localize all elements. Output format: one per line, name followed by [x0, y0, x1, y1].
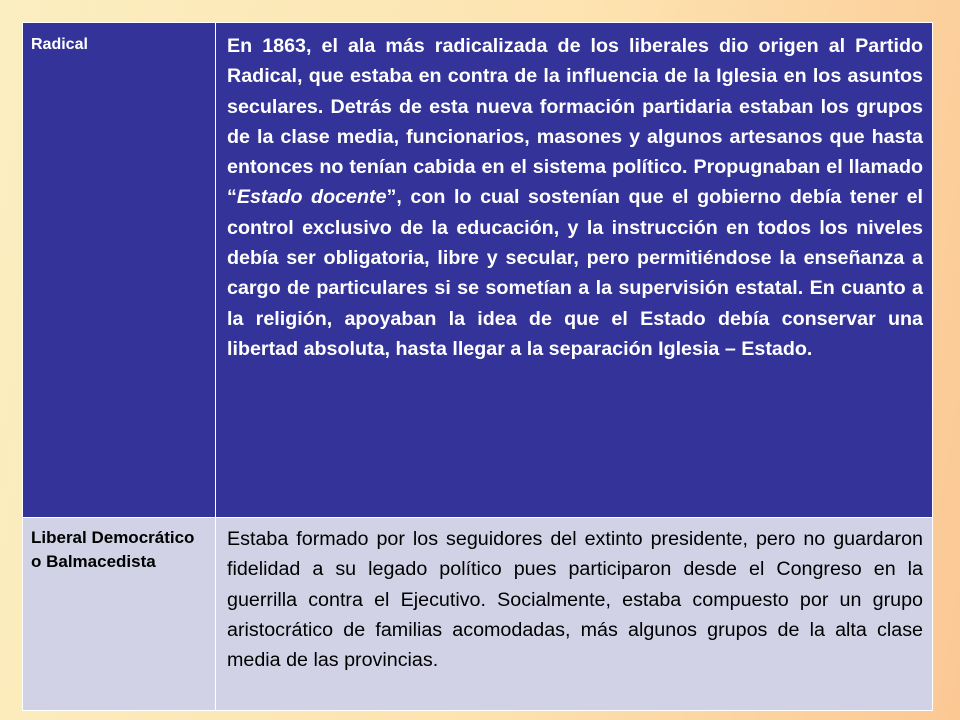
parties-table — [22, 22, 933, 711]
party-name: Liberal Democrático o Balmacedista — [31, 528, 195, 571]
party-description — [216, 23, 932, 364]
party-description-cell — [216, 23, 933, 518]
table-row-liberal — [23, 518, 933, 711]
party-description: Estaba formado por los seguidores del extinto presidente, pero no guardaron fidelidad a su legado político pues participaron desde el Congreso en la guerrilla contra el Ejecutivo. Socialmente, estaba compuesto por un grupo aristocrático de familias acomodadas, más algunos grupos de la alta clase media de las provincias. — [227, 528, 923, 672]
party-name: Radical — [31, 36, 88, 53]
party-description-cell — [216, 518, 933, 711]
description-emphasis: Estado docente — [236, 186, 387, 209]
party-name-cell — [23, 23, 216, 518]
party-name-cell — [23, 518, 216, 711]
description-text-part2: ”, con lo cual sostenían que el gobierno debía tener el control exclusivo de la educación, y la instrucción en todos los niveles debía ser obligatoria, libre y secular, pero permitiéndose la enseñanza a cargo de particulares si se sometían a la supervisión estatal. En cuanto a la religión, apoyaban la idea de que el Estado debía conservar una libertad absoluta, hasta llegar a la separación Iglesia – Estado. — [227, 186, 923, 360]
table-row-radical — [23, 23, 933, 518]
description-text-part1: En 1863, el ala más radicalizada de los liberales dio origen al Partido Radical, que estaba en contra de la influencia de la Iglesia en los asuntos seculares. Detrás de esta nueva formación partidaria estaban los grupos de la clase media, funcionarios, masones y algunos artesanos que hasta entonces no tenían cabida en el sistema político. Propugnaban el llamado “ — [227, 35, 923, 209]
